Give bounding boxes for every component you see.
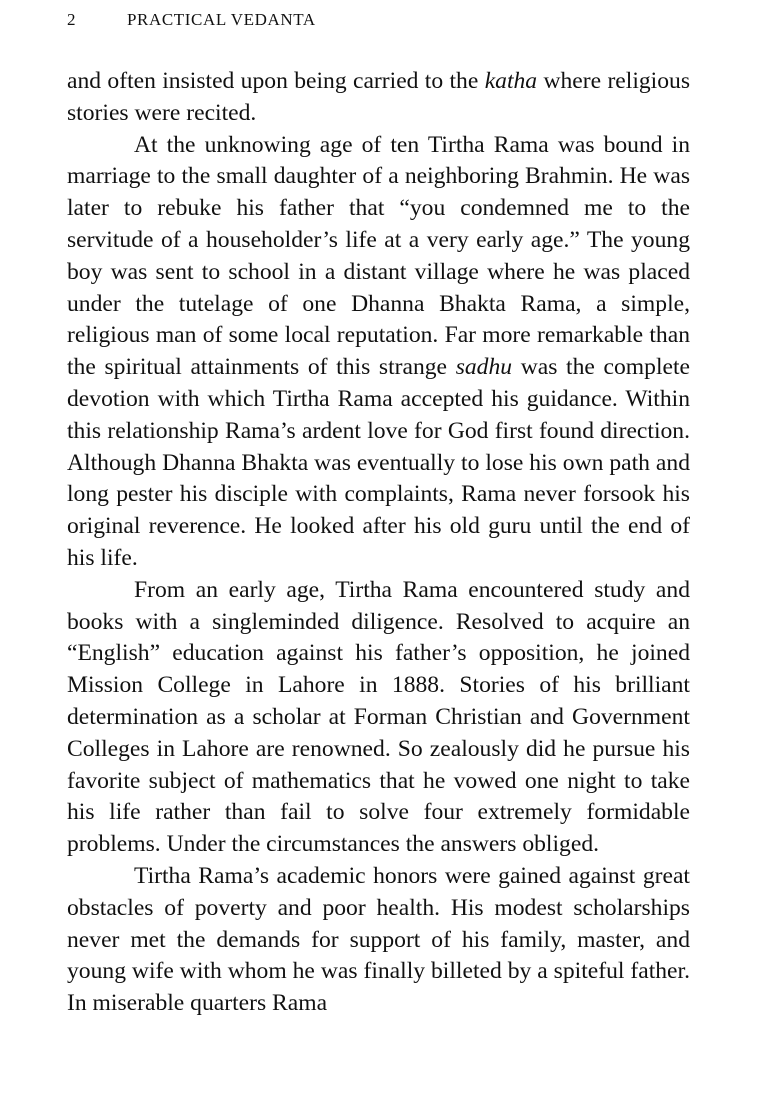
page-number: 2 [67, 10, 77, 29]
running-title: PRACTICAL VEDANTA [126, 10, 316, 29]
term-sadhu: sadhu [455, 354, 513, 381]
paragraph-3: From an early age, Tirtha Rama encountered study and books with a singleminded diligence. Resolved to acquire an “English” education against his father’s opposition, he joined Mission College in Lahore in 1888. Stories of his brilliant determination as a scholar at Forman Christian and Government Colleges in Lahore are renowned. So zealously did he pursue his favorite subject of mathematics that he vowed one night to take his life rather than fail to solve four extremely formidable problems. Under the circumstances the answers obliged. [67, 576, 690, 858]
body-text [67, 66, 690, 1020]
running-head [67, 10, 316, 30]
paragraph-1-text-b: where religious stories were recited. [67, 68, 691, 126]
paragraph-2 [67, 130, 690, 575]
paragraph-1-text-a: and often insisted upon being carried to the [67, 68, 485, 94]
paragraph-4: Tirtha Rama’s academic honors were gained against great obstacles of poverty and poor health. His modest scholarships never met the demands for support of his family, master, and young wife with whom he was finally billeted by a spiteful father. In miserable quarters Rama [67, 862, 690, 1017]
term-katha: katha [484, 68, 538, 94]
paragraph-2-text-b: was the complete devotion with which Tirtha Rama accepted his guidance. Within this relationship Rama’s ardent love for God first found direction. Although Dhanna Bhakta was eventually to lose his own path and long pester his disciple with complaints, Rama never forsook his original reverence. He looked after his old guru until the end of his life. [67, 354, 690, 571]
paragraph-1 [67, 66, 690, 130]
paragraph-2-text-a: At the unknowing age of ten Tirtha Rama was bound in marriage to the small daughter of a neighboring Brahmin. He was later to rebuke his father that “you condemned me to the servitude of a householder’s life at a very early age.” The young boy was sent to school in a distant village where he was placed under the tutelage of one Dhanna Bhakta Rama, a simple, religious man of some local reputation. Far more remarkable than the spiritual attainments of this strange [67, 131, 690, 381]
